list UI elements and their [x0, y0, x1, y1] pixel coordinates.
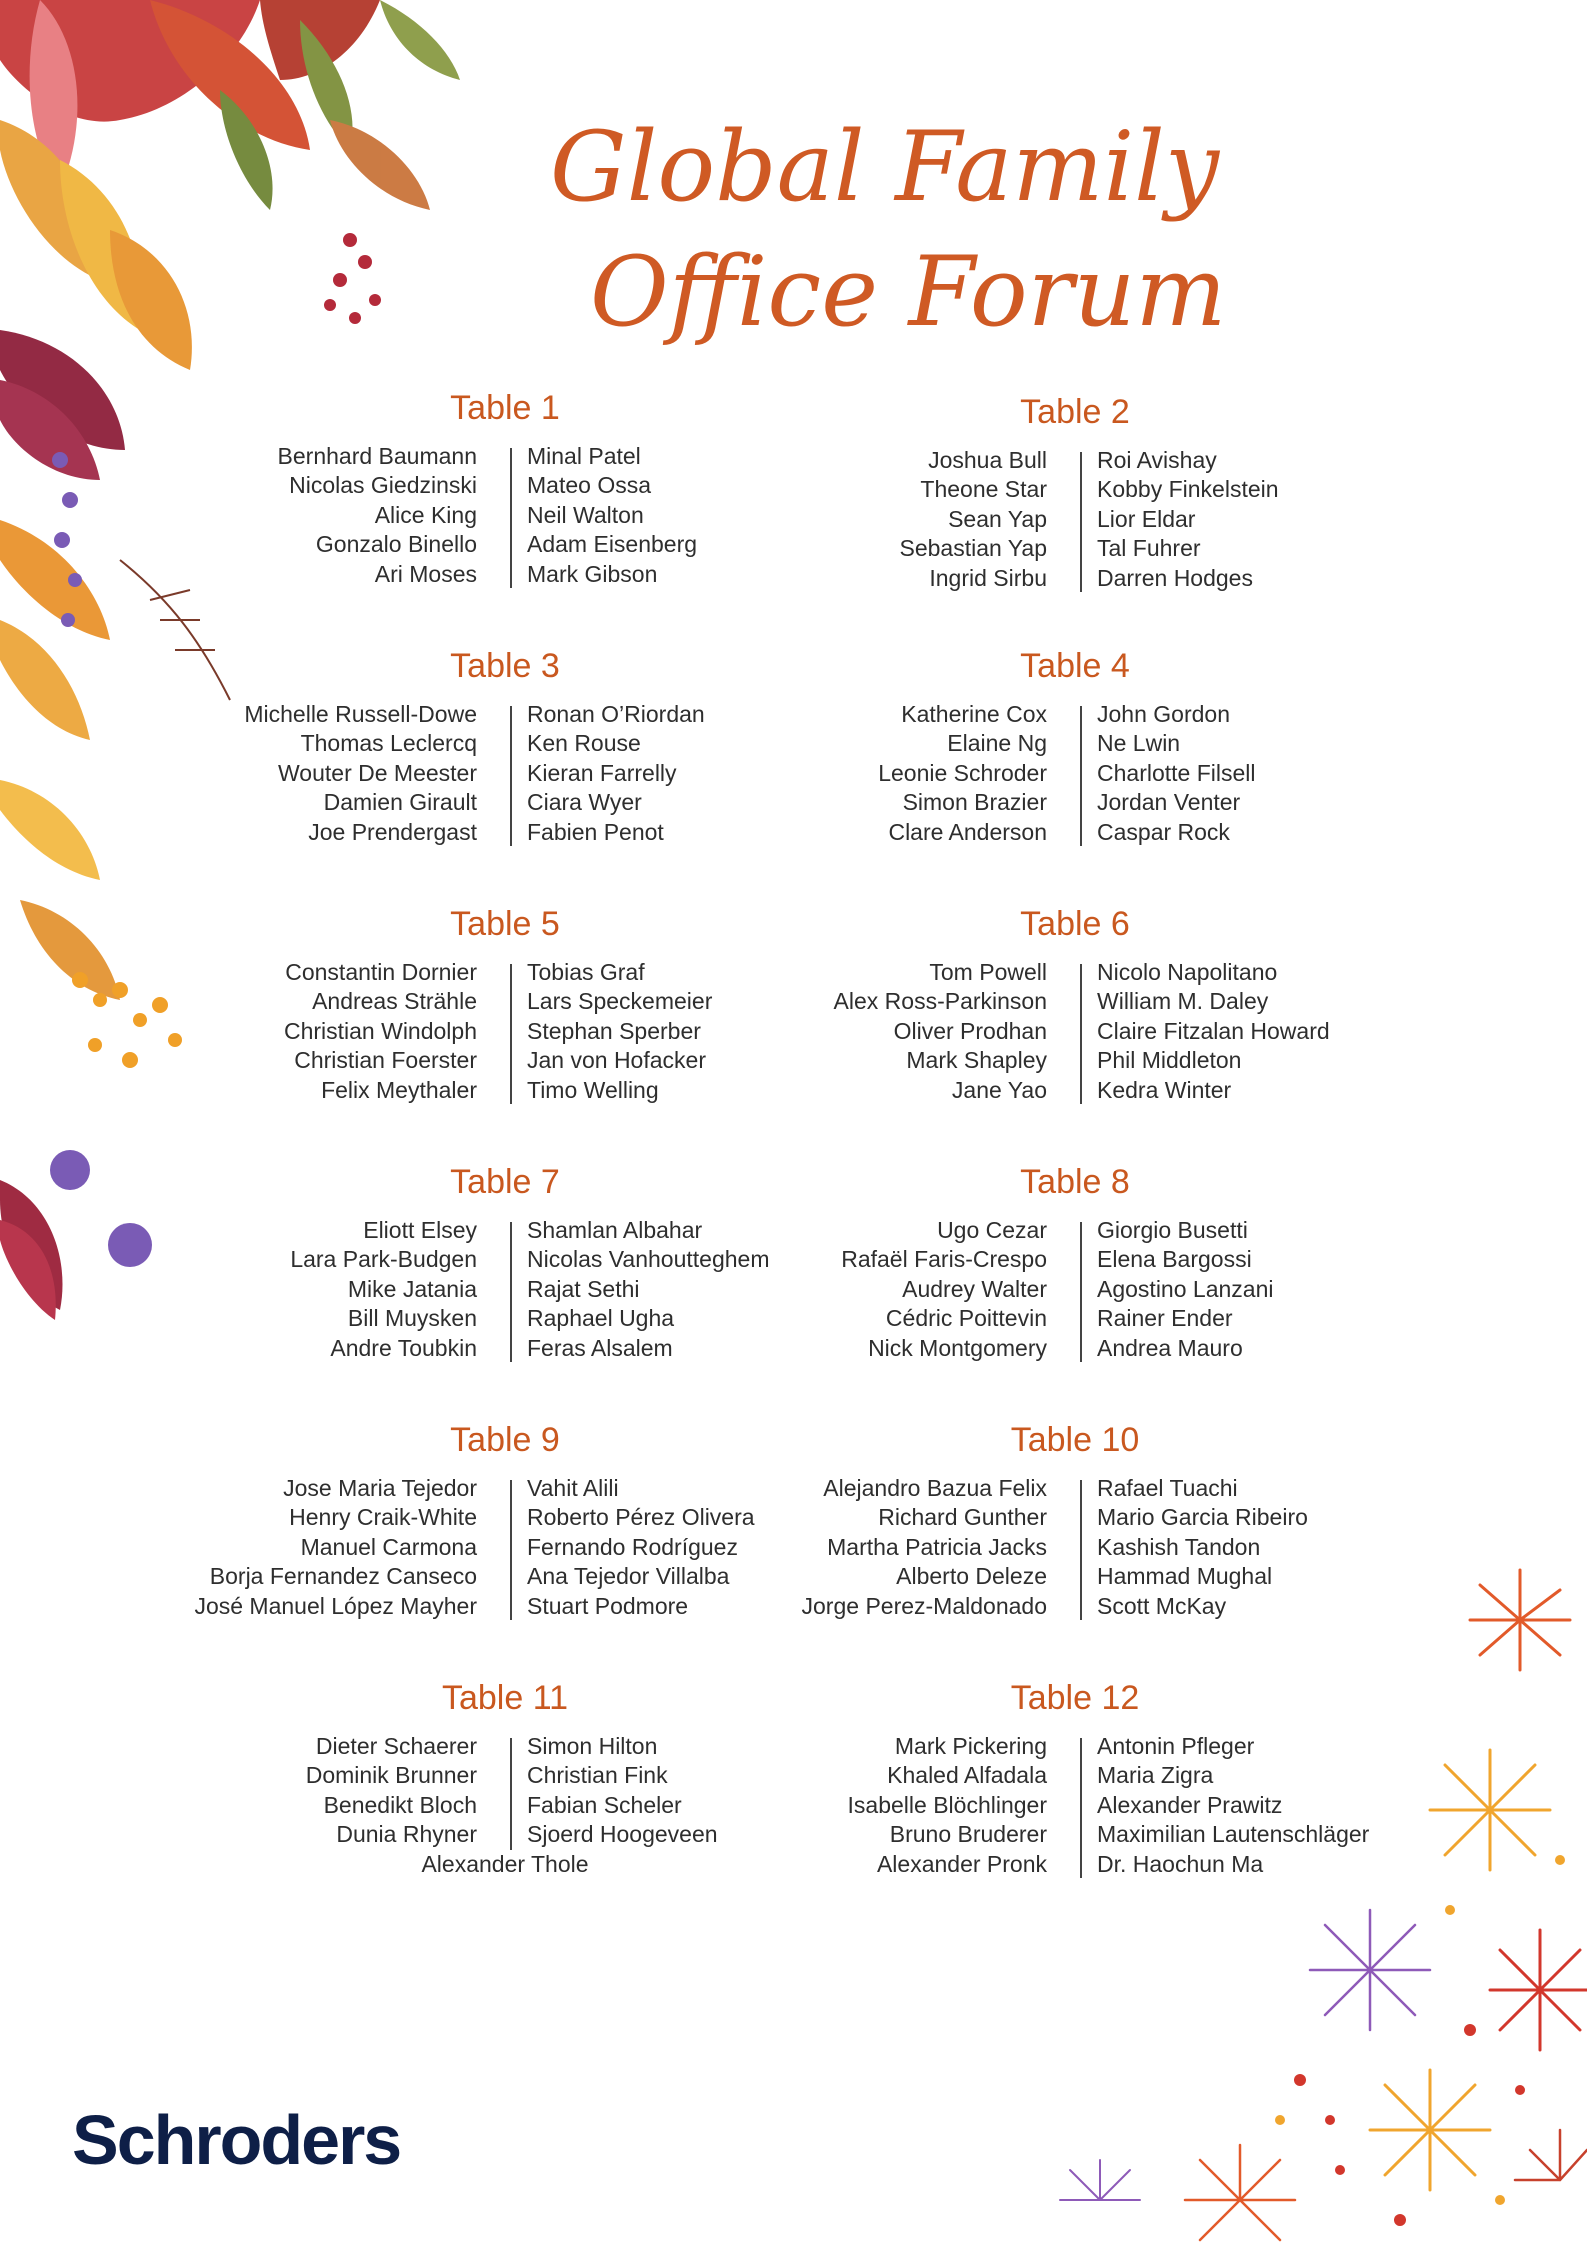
- guest-name: Joe Prendergast: [308, 818, 477, 845]
- column-divider: [1080, 706, 1082, 846]
- guest-name: Audrey Walter: [902, 1275, 1047, 1302]
- guest-name: José Manuel López Mayher: [194, 1592, 477, 1619]
- table-block-9: [194, 1418, 775, 1619]
- column-divider: [510, 1480, 512, 1620]
- guest-name: Stuart Podmore: [527, 1592, 689, 1619]
- guest-name: Nicolo Napolitano: [1097, 959, 1278, 985]
- guest-name: Elaine Ng: [947, 730, 1047, 757]
- column-divider: [1080, 1738, 1082, 1878]
- guest-name: Khaled Alfadala: [887, 1762, 1047, 1789]
- column-divider: [510, 448, 512, 588]
- guest-name: Phil Middleton: [1097, 1047, 1242, 1074]
- table-title: Table 8: [1020, 1163, 1130, 1201]
- column-divider: [510, 706, 512, 846]
- column-divider: [1080, 1222, 1082, 1362]
- right-column: [1097, 700, 1256, 847]
- guest-name: Rainer Ender: [1097, 1305, 1233, 1332]
- guest-name: Benedikt Bloch: [323, 1791, 477, 1818]
- left-column: [244, 700, 477, 847]
- guest-name: Simon Brazier: [902, 789, 1047, 816]
- guest-name: Fernando Rodríguez: [527, 1533, 738, 1560]
- guest-name: William M. Daley: [1097, 988, 1269, 1015]
- left-column: [290, 1216, 477, 1363]
- table-title: Table 7: [450, 1163, 560, 1201]
- guest-name: Alexander Pronk: [876, 1850, 1047, 1877]
- guest-name: John Gordon: [1097, 701, 1230, 727]
- guest-name: Ana Tejedor Villalba: [527, 1563, 730, 1590]
- right-column: [1097, 446, 1279, 593]
- table-block-10: [801, 1418, 1345, 1619]
- guest-name: Shamlan Albahar: [527, 1217, 703, 1243]
- guest-name: Mark Gibson: [527, 560, 658, 587]
- guest-name: Dr. Haochun Ma: [1097, 1850, 1264, 1877]
- left-column: [306, 1732, 477, 1850]
- guest-name: Mark Pickering: [894, 1733, 1047, 1759]
- guest-name: Sebastian Yap: [899, 535, 1047, 562]
- guest-name: Elena Bargossi: [1097, 1246, 1252, 1273]
- guest-name: Lars Speckemeier: [527, 988, 713, 1015]
- guest-name: Lara Park-Budgen: [290, 1246, 477, 1273]
- guest-name: Mario Garcia Ribeiro: [1097, 1504, 1308, 1531]
- guest-name: Fabien Penot: [527, 818, 664, 845]
- guest-name: Andreas Strähle: [312, 988, 477, 1015]
- guest-name: Rafaël Faris-Crespo: [841, 1246, 1047, 1273]
- guest-name: Wouter De Meester: [278, 759, 477, 786]
- table-block-8: [805, 1160, 1345, 1361]
- guest-name: Sjoerd Hoogeveen: [527, 1821, 718, 1848]
- table-title: Table 9: [450, 1421, 560, 1459]
- guest-name: Cédric Poittevin: [885, 1305, 1047, 1332]
- table-block-7: [235, 1160, 775, 1361]
- guest-name: Nicolas Vanhoutteghem: [527, 1246, 770, 1273]
- guest-name: Alejandro Bazua Felix: [823, 1475, 1047, 1501]
- right-column: [1097, 1216, 1273, 1363]
- left-column: [900, 446, 1048, 593]
- left-column: [278, 442, 477, 589]
- guest-name: Simon Hilton: [527, 1733, 658, 1759]
- left-column: [194, 1474, 477, 1621]
- guest-name: Caspar Rock: [1097, 818, 1230, 845]
- guest-name: Roi Avishay: [1097, 447, 1217, 473]
- column-divider: [1080, 964, 1082, 1104]
- guest-name: Charlotte Filsell: [1097, 759, 1256, 786]
- guest-name: Ken Rouse: [527, 730, 641, 757]
- table-block-2: [805, 390, 1345, 591]
- guest-name: Clare Anderson: [888, 818, 1047, 845]
- guest-name: Rajat Sethi: [527, 1275, 640, 1302]
- guest-name: Adam Eisenberg: [527, 531, 698, 558]
- guest-name: Jan von Hofacker: [527, 1047, 706, 1074]
- guest-name: Giorgio Busetti: [1097, 1217, 1248, 1243]
- column-divider: [510, 1222, 512, 1362]
- guest-name: Gonzalo Binello: [315, 531, 477, 558]
- title-line-2: Office Forum: [590, 236, 1227, 348]
- table-block-3: [235, 644, 775, 845]
- guest-name: Agostino Lanzani: [1097, 1275, 1274, 1302]
- guest-name: Martha Patricia Jacks: [827, 1533, 1047, 1560]
- guest-name: Andrea Mauro: [1097, 1334, 1243, 1361]
- table-title: Table 6: [1020, 905, 1130, 943]
- starburst-illustration: [1000, 1560, 1587, 2245]
- guest-name: Alice King: [374, 501, 477, 528]
- guest-name: Andre Toubkin: [330, 1334, 477, 1361]
- guest-name: Dominik Brunner: [305, 1762, 477, 1789]
- guest-name: Timo Welling: [527, 1076, 659, 1103]
- guest-name: Theone Star: [920, 476, 1047, 503]
- left-column: [848, 1732, 1047, 1879]
- guest-name: Hammad Mughal: [1097, 1563, 1273, 1590]
- left-column: [841, 1216, 1047, 1363]
- guest-name: Rafael Tuachi: [1097, 1475, 1238, 1501]
- left-column: [284, 958, 477, 1105]
- guest-name: Feras Alsalem: [527, 1334, 673, 1361]
- guest-name: Nick Montgomery: [868, 1334, 1047, 1361]
- guest-name: Lior Eldar: [1097, 505, 1196, 532]
- guest-name: Christian Foerster: [294, 1047, 477, 1074]
- guest-name: Fabian Scheler: [527, 1791, 682, 1818]
- right-column: [527, 442, 697, 589]
- guest-name: Maximilian Lautenschläger: [1097, 1821, 1370, 1848]
- guest-name: Constantin Dornier: [285, 959, 477, 985]
- guest-name: Jorge Perez-Maldonado: [801, 1592, 1047, 1619]
- guest-name: Jane Yao: [951, 1076, 1047, 1103]
- column-divider: [510, 964, 512, 1104]
- guest-name: Christian Fink: [527, 1762, 668, 1789]
- table-block-6: [805, 902, 1345, 1103]
- guest-name: Ne Lwin: [1097, 730, 1181, 757]
- title-line-1: Global Family: [550, 111, 1220, 223]
- guest-name: Minal Patel: [527, 443, 641, 469]
- guest-name: Isabelle Blöchlinger: [847, 1791, 1047, 1818]
- table-block-11: [235, 1676, 775, 1916]
- right-column: [527, 1732, 718, 1850]
- right-column: [1097, 958, 1330, 1105]
- guest-name: Kieran Farrelly: [527, 759, 677, 786]
- right-column: [1097, 1732, 1369, 1879]
- table-title: Table 12: [1010, 1679, 1140, 1717]
- column-divider: [1080, 452, 1082, 592]
- guest-name: Kobby Finkelstein: [1097, 476, 1279, 503]
- guest-name: Christian Windolph: [283, 1017, 477, 1044]
- guest-name: Richard Gunther: [878, 1504, 1047, 1531]
- guest-name: Scott McKay: [1097, 1592, 1227, 1619]
- guest-name-centered: Alexander Thole: [421, 1851, 589, 1877]
- guest-name: Alexander Prawitz: [1097, 1791, 1283, 1818]
- table-title: Table 4: [1020, 647, 1130, 685]
- guest-name: Tal Fuhrer: [1097, 535, 1201, 562]
- guest-name: Alberto Deleze: [896, 1563, 1047, 1590]
- guest-name: Manuel Carmona: [300, 1533, 477, 1560]
- guest-name: Tobias Graf: [527, 959, 645, 985]
- left-column: [878, 700, 1047, 847]
- guest-name: Tom Powell: [929, 959, 1047, 985]
- guest-name: Borja Fernandez Canseco: [209, 1563, 477, 1590]
- guest-name: Mark Shapley: [906, 1047, 1047, 1074]
- right-column: [527, 700, 705, 847]
- guest-name: Dunia Rhyner: [336, 1821, 477, 1848]
- guest-name: Maria Zigra: [1097, 1762, 1214, 1789]
- column-divider: [1080, 1480, 1082, 1620]
- guest-name: Joshua Bull: [928, 447, 1047, 473]
- guest-name: Jordan Venter: [1097, 789, 1241, 816]
- guest-name: Ari Moses: [374, 560, 477, 587]
- guest-name: Roberto Pérez Olivera: [527, 1504, 755, 1531]
- event-title: [520, 90, 1227, 370]
- guest-name: Henry Craik-White: [289, 1504, 477, 1531]
- right-column: [527, 958, 712, 1105]
- guest-name: Damien Girault: [323, 789, 477, 816]
- table-title: Table 10: [1010, 1421, 1140, 1459]
- guest-name: Oliver Prodhan: [893, 1017, 1047, 1044]
- guest-name: Claire Fitzalan Howard: [1097, 1017, 1330, 1044]
- table-title: Table 11: [441, 1679, 569, 1717]
- table-title: Table 5: [450, 905, 560, 943]
- guest-name: Kedra Winter: [1097, 1076, 1232, 1103]
- guest-name: Mike Jatania: [347, 1275, 477, 1302]
- guest-name: Ciara Wyer: [527, 789, 642, 816]
- guest-name: Kashish Tandon: [1097, 1533, 1261, 1560]
- guest-name: Nicolas Giedzinski: [289, 472, 477, 499]
- guest-name: Sean Yap: [948, 505, 1047, 532]
- guest-name: Alex Ross-Parkinson: [833, 988, 1047, 1015]
- table-title: Table 1: [450, 389, 560, 427]
- right-column: [1097, 1474, 1308, 1621]
- column-divider: [510, 1738, 512, 1850]
- table-title: Table 2: [1020, 393, 1130, 431]
- guest-name: Raphael Ugha: [527, 1305, 675, 1332]
- table-block-5: [235, 902, 775, 1103]
- guest-name: Neil Walton: [527, 501, 644, 528]
- guest-name: Stephan Sperber: [527, 1017, 701, 1044]
- guest-name: Antonin Pfleger: [1097, 1733, 1255, 1759]
- guest-name: Ingrid Sirbu: [929, 564, 1047, 591]
- right-column: [527, 1216, 770, 1363]
- left-column: [834, 958, 1047, 1105]
- guest-name: Dieter Schaerer: [315, 1733, 477, 1759]
- guest-name: Thomas Leclercq: [300, 730, 477, 757]
- guest-name: Michelle Russell-Dowe: [244, 701, 477, 727]
- right-column: [527, 1474, 755, 1621]
- guest-name: Felix Meythaler: [321, 1076, 477, 1103]
- table-block-1: [235, 386, 775, 587]
- guest-name: Ugo Cezar: [937, 1217, 1047, 1243]
- guest-name: Eliott Elsey: [363, 1217, 477, 1243]
- guest-name: Bernhard Baumann: [277, 443, 477, 469]
- table-title: Table 3: [450, 647, 560, 685]
- guest-name: Bruno Bruderer: [889, 1821, 1047, 1848]
- guest-name: Jose Maria Tejedor: [283, 1475, 477, 1501]
- guest-name: Leonie Schroder: [878, 759, 1047, 786]
- table-block-12: [805, 1676, 1370, 1877]
- guest-name: Bill Muysken: [347, 1305, 477, 1332]
- guest-name: Katherine Cox: [901, 701, 1047, 727]
- guest-name: Darren Hodges: [1097, 564, 1253, 591]
- left-column: [802, 1474, 1047, 1621]
- schroders-logo: Schroders: [72, 2101, 401, 2179]
- guest-name: Vahit Alili: [527, 1475, 619, 1501]
- guest-name: Mateo Ossa: [527, 472, 651, 499]
- guest-name: Ronan O’Riordan: [527, 701, 705, 727]
- table-block-4: [805, 644, 1345, 845]
